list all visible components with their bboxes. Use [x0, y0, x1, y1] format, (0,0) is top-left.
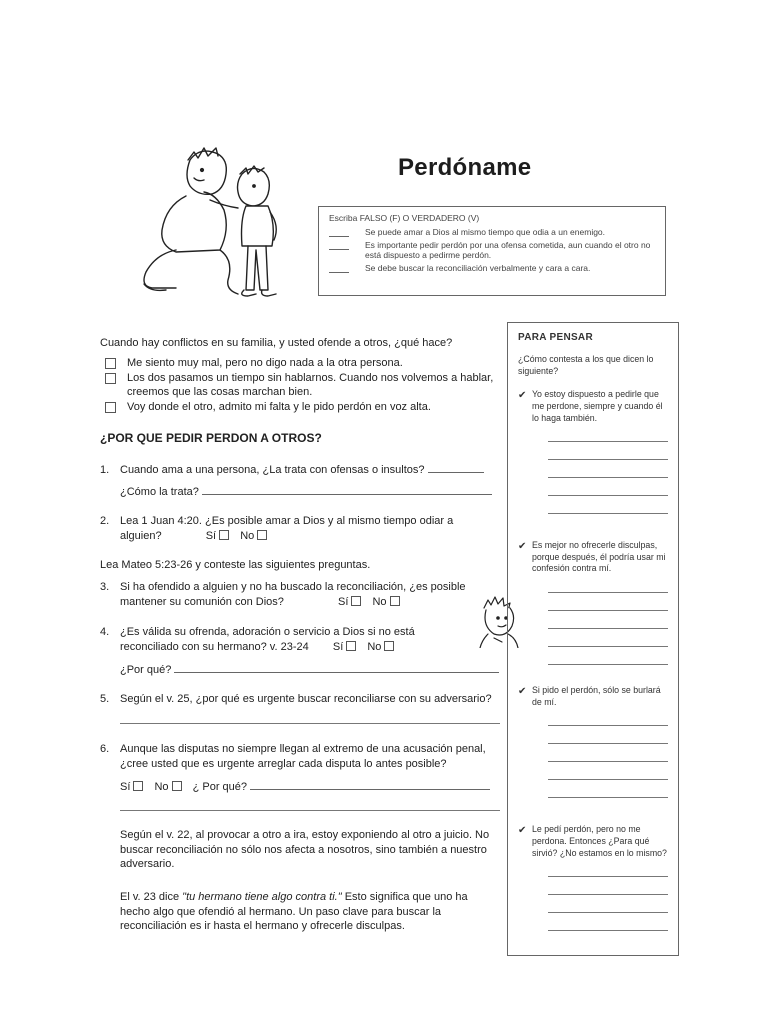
question-number: 1.	[100, 464, 110, 476]
question-4-sub	[120, 662, 500, 678]
yes-checkbox[interactable]	[351, 596, 361, 606]
no-label: No	[367, 641, 382, 653]
question-3-line2	[120, 595, 520, 610]
sidebar-item	[518, 824, 668, 859]
answer-lines[interactable]	[548, 424, 668, 514]
check-icon: ✔	[518, 390, 527, 402]
answer-line[interactable]	[202, 484, 492, 495]
no-checkbox[interactable]	[384, 641, 394, 651]
check-icon: ✔	[518, 541, 527, 553]
yes-label: Sí	[332, 641, 344, 653]
sidebar-item	[518, 685, 668, 708]
option-item	[100, 371, 495, 400]
explanation-paragraph: Según el v. 22, al provocar a otro a ira, estoy exponiendo al otro a juicio. No buscar reconciliación no sólo nos afecta a nosotros, sino también a nuestro adversario.	[120, 829, 490, 871]
sidebar-item-text: Si pido el perdón, sólo se burlará de mí.	[532, 685, 661, 707]
true-false-text: Es importante pedir perdón por una ofensa cometida, aun cuando el otro no está dispuesto a pedirme perdón.	[365, 239, 651, 261]
question-5	[100, 692, 500, 707]
yes-label: Sí	[120, 781, 131, 793]
question-subtext: ¿ Por qué?	[192, 781, 248, 793]
quoted-verse: "tu hermano tiene algo contra ti."	[182, 891, 342, 903]
question-1	[100, 462, 500, 478]
paragraph-text: Esto significa que uno ha hecho algo que ofendió al hermano. Un paso clave para buscar la reconciliación es ir hasta el hermano y ofrecerle disculpas.	[120, 891, 468, 933]
answer-lines[interactable]	[548, 859, 668, 931]
question-subtext: ¿Por qué?	[120, 664, 172, 676]
answer-line[interactable]	[120, 723, 500, 724]
yes-label: Sí	[338, 596, 349, 608]
option-checkbox[interactable]	[105, 402, 116, 413]
lea-instruction: Lea Mateo 5:23-26 y conteste las siguientes preguntas.	[100, 559, 371, 571]
question-number: 5.	[100, 693, 110, 705]
page-title: Perdóname	[398, 154, 532, 181]
answer-blank[interactable]	[329, 263, 349, 273]
question-1-sub	[120, 484, 500, 500]
answer-line[interactable]	[428, 462, 484, 473]
question-text: Cuando ama a una persona, ¿La trata con ofensas o insultos?	[120, 464, 425, 476]
section-heading: ¿POR QUE PEDIR PERDON A OTROS?	[100, 431, 322, 445]
yes-checkbox[interactable]	[346, 641, 356, 651]
answer-blank[interactable]	[329, 227, 349, 237]
check-icon: ✔	[518, 686, 527, 698]
check-icon: ✔	[518, 825, 527, 837]
sidebar-item-text: Es mejor no ofrecerle disculpas, porque después, él podría usar mi confesión contra mí.	[532, 540, 666, 574]
question-3	[100, 580, 500, 595]
sidebar-item	[518, 389, 668, 424]
question-text: reconciliado con su hermano? v. 23-24	[120, 641, 309, 653]
question-2	[100, 514, 500, 529]
answer-line[interactable]	[250, 779, 490, 790]
option-text: Me siento muy mal, pero no digo nada a la otra persona.	[127, 357, 403, 369]
no-label: No	[372, 596, 387, 608]
option-checkbox[interactable]	[105, 373, 116, 384]
question-text: Si ha ofendido a alguien y no ha buscado la reconciliación, ¿es posible	[120, 581, 466, 593]
question-4	[100, 625, 500, 640]
yes-checkbox[interactable]	[219, 530, 229, 540]
question-subtext: ¿Cómo la trata?	[120, 486, 199, 498]
sidebar-question: ¿Cómo contesta a los que dicen lo siguiente?	[518, 354, 654, 376]
question-text: Según el v. 25, ¿por qué es urgente buscar reconciliarse con su adversario?	[120, 693, 492, 705]
yes-checkbox[interactable]	[133, 781, 143, 791]
option-item	[100, 400, 495, 415]
answer-line[interactable]	[174, 662, 499, 673]
question-text: mantener su comunión con Dios?	[120, 596, 284, 608]
question-6-line2: ¿cree usted que es urgente arreglar cada disputa lo antes posible?	[120, 758, 447, 770]
question-text: Lea 1 Juan 4:20. ¿Es posible amar a Dios y al mismo tiempo odiar a	[120, 515, 454, 527]
option-item	[100, 356, 495, 371]
true-false-item	[329, 227, 655, 238]
answer-lines[interactable]	[548, 708, 668, 798]
question-4-line2	[120, 640, 520, 655]
para-pensar-sidebar	[507, 322, 679, 956]
question-6-line3	[120, 779, 500, 795]
answer-line[interactable]	[120, 810, 500, 811]
answer-blank[interactable]	[329, 240, 349, 250]
man-comforting-boy-illustration	[130, 138, 305, 308]
sidebar-title: PARA PENSAR	[518, 332, 593, 343]
question-number: 6.	[100, 743, 110, 755]
no-label: No	[154, 781, 169, 793]
sidebar-item-text: Le pedí perdón, pero no me perdona. Entonces ¿Para qué sirvió? ¿No estamos en lo mismo?	[532, 824, 667, 858]
option-text: Los dos pasamos un tiempo sin hablarnos. Cuando nos volvemos a hablar, creemos que las cosas marchan bien.	[127, 371, 494, 399]
true-false-item	[329, 240, 655, 261]
options-list	[100, 356, 495, 414]
question-number: 2.	[100, 515, 110, 527]
option-text: Voy donde el otro, admito mi falta y le pido perdón en voz alta.	[127, 400, 431, 413]
question-text: alguien?	[120, 530, 162, 542]
true-false-box	[318, 206, 666, 296]
answer-lines[interactable]	[548, 575, 668, 665]
true-false-instruction: Escriba FALSO (F) O VERDADERO (V)	[329, 213, 480, 223]
explanation-paragraph-2	[120, 890, 500, 934]
question-text: ¿Es válida su ofrenda, adoración o servicio a Dios si no está	[120, 626, 415, 638]
true-false-text: Se debe buscar la reconciliación verbalmente y cara a cara.	[365, 263, 591, 274]
true-false-item	[329, 263, 655, 274]
question-text: Aunque las disputas no siempre llegan al extremo de una acusación penal,	[120, 743, 486, 755]
option-checkbox[interactable]	[105, 358, 116, 369]
question-number: 4.	[100, 626, 110, 638]
paragraph-text: El v. 23 dice	[120, 891, 183, 903]
intro-question: Cuando hay conflictos en su familia, y usted ofende a otros, ¿qué hace?	[100, 337, 453, 349]
sidebar-item	[518, 540, 668, 575]
no-checkbox[interactable]	[172, 781, 182, 791]
sidebar-item-text: Yo estoy dispuesto a pedirle que me perdone, siempre y cuando él lo haga también.	[532, 389, 663, 423]
no-checkbox[interactable]	[390, 596, 400, 606]
question-2-line2	[120, 529, 520, 544]
question-6	[100, 742, 500, 757]
yes-label: Sí	[205, 530, 217, 542]
question-number: 3.	[100, 581, 110, 593]
no-label: No	[240, 530, 255, 542]
true-false-text: Se puede amar a Dios al mismo tiempo que odia a un enemigo.	[365, 227, 606, 238]
no-checkbox[interactable]	[257, 530, 267, 540]
